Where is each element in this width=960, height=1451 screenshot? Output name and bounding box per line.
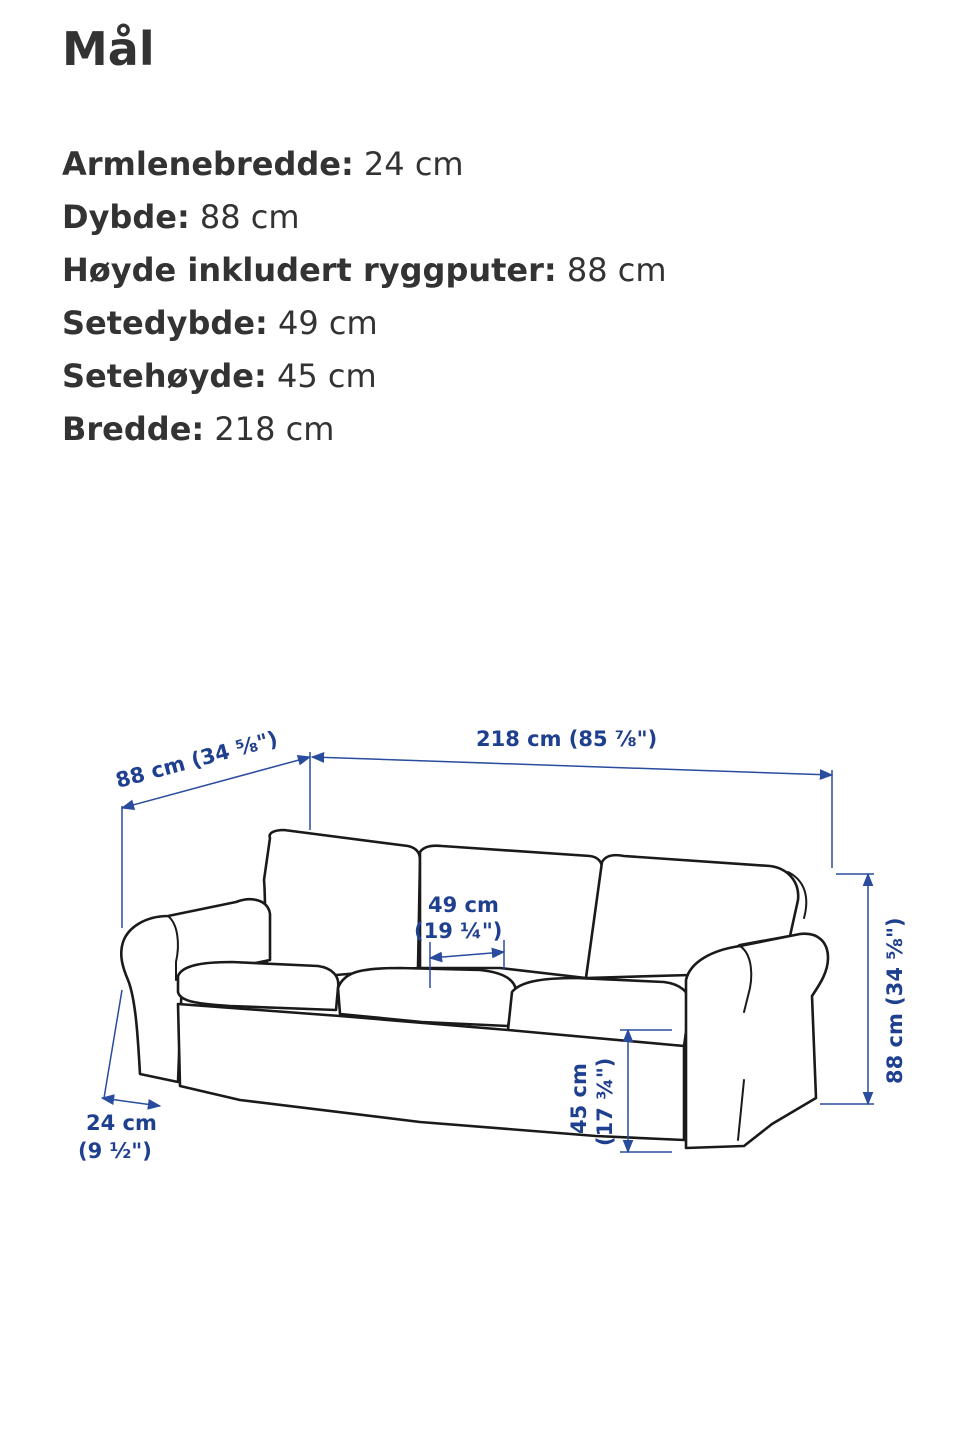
arm-width-extension-left xyxy=(104,990,122,1098)
spec-row-arm-width xyxy=(62,138,667,191)
spec-value: 24 cm xyxy=(363,145,464,183)
back-cushion-left xyxy=(264,830,420,978)
arm-width-dimension-line xyxy=(102,1098,160,1106)
arm-width-label-in: (9 ½") xyxy=(78,1139,152,1163)
sofa-outline xyxy=(121,830,828,1148)
spec-value: 218 cm xyxy=(214,410,335,448)
spec-value: 88 cm xyxy=(199,198,300,236)
right-arm xyxy=(686,934,828,1148)
width-dimension-line xyxy=(312,757,832,775)
spec-value: 49 cm xyxy=(278,304,378,342)
spec-label: Høyde inkludert ryggputer: xyxy=(62,251,557,289)
spec-row-seat-depth xyxy=(62,297,667,350)
depth-label: 88 cm (34 ⅝") xyxy=(113,726,281,793)
spec-value: 88 cm xyxy=(566,251,667,289)
seat-height-label-in: (17 ¾") xyxy=(593,1057,617,1146)
arm-width-label-cm: 24 cm xyxy=(86,1111,157,1135)
spec-row-depth xyxy=(62,191,667,244)
spec-row-height-incl-back-cushions xyxy=(62,244,667,297)
spec-row-seat-height xyxy=(62,350,667,403)
seat-depth-label-in: (19 ¼") xyxy=(414,919,503,943)
spec-label: Dybde: xyxy=(62,198,190,236)
spec-label: Setehøyde: xyxy=(62,357,267,395)
dimension-spec-list xyxy=(62,138,667,456)
page-title: Mål xyxy=(62,22,155,76)
height-label: 88 cm (34 ⅝") xyxy=(883,917,907,1084)
seat-depth-label-cm: 49 cm xyxy=(428,893,499,917)
width-label: 218 cm (85 ⅞") xyxy=(476,727,658,751)
spec-value: 45 cm xyxy=(276,357,377,395)
seat-height-label-cm: 45 cm xyxy=(567,1063,591,1134)
seat-cushion-left xyxy=(178,962,338,1010)
spec-row-width xyxy=(62,403,667,456)
spec-label: Bredde: xyxy=(62,410,205,448)
spec-label: Setedybde: xyxy=(62,304,268,342)
spec-label: Armlenebredde: xyxy=(62,145,354,183)
sofa-dimension-drawing xyxy=(0,690,960,1210)
